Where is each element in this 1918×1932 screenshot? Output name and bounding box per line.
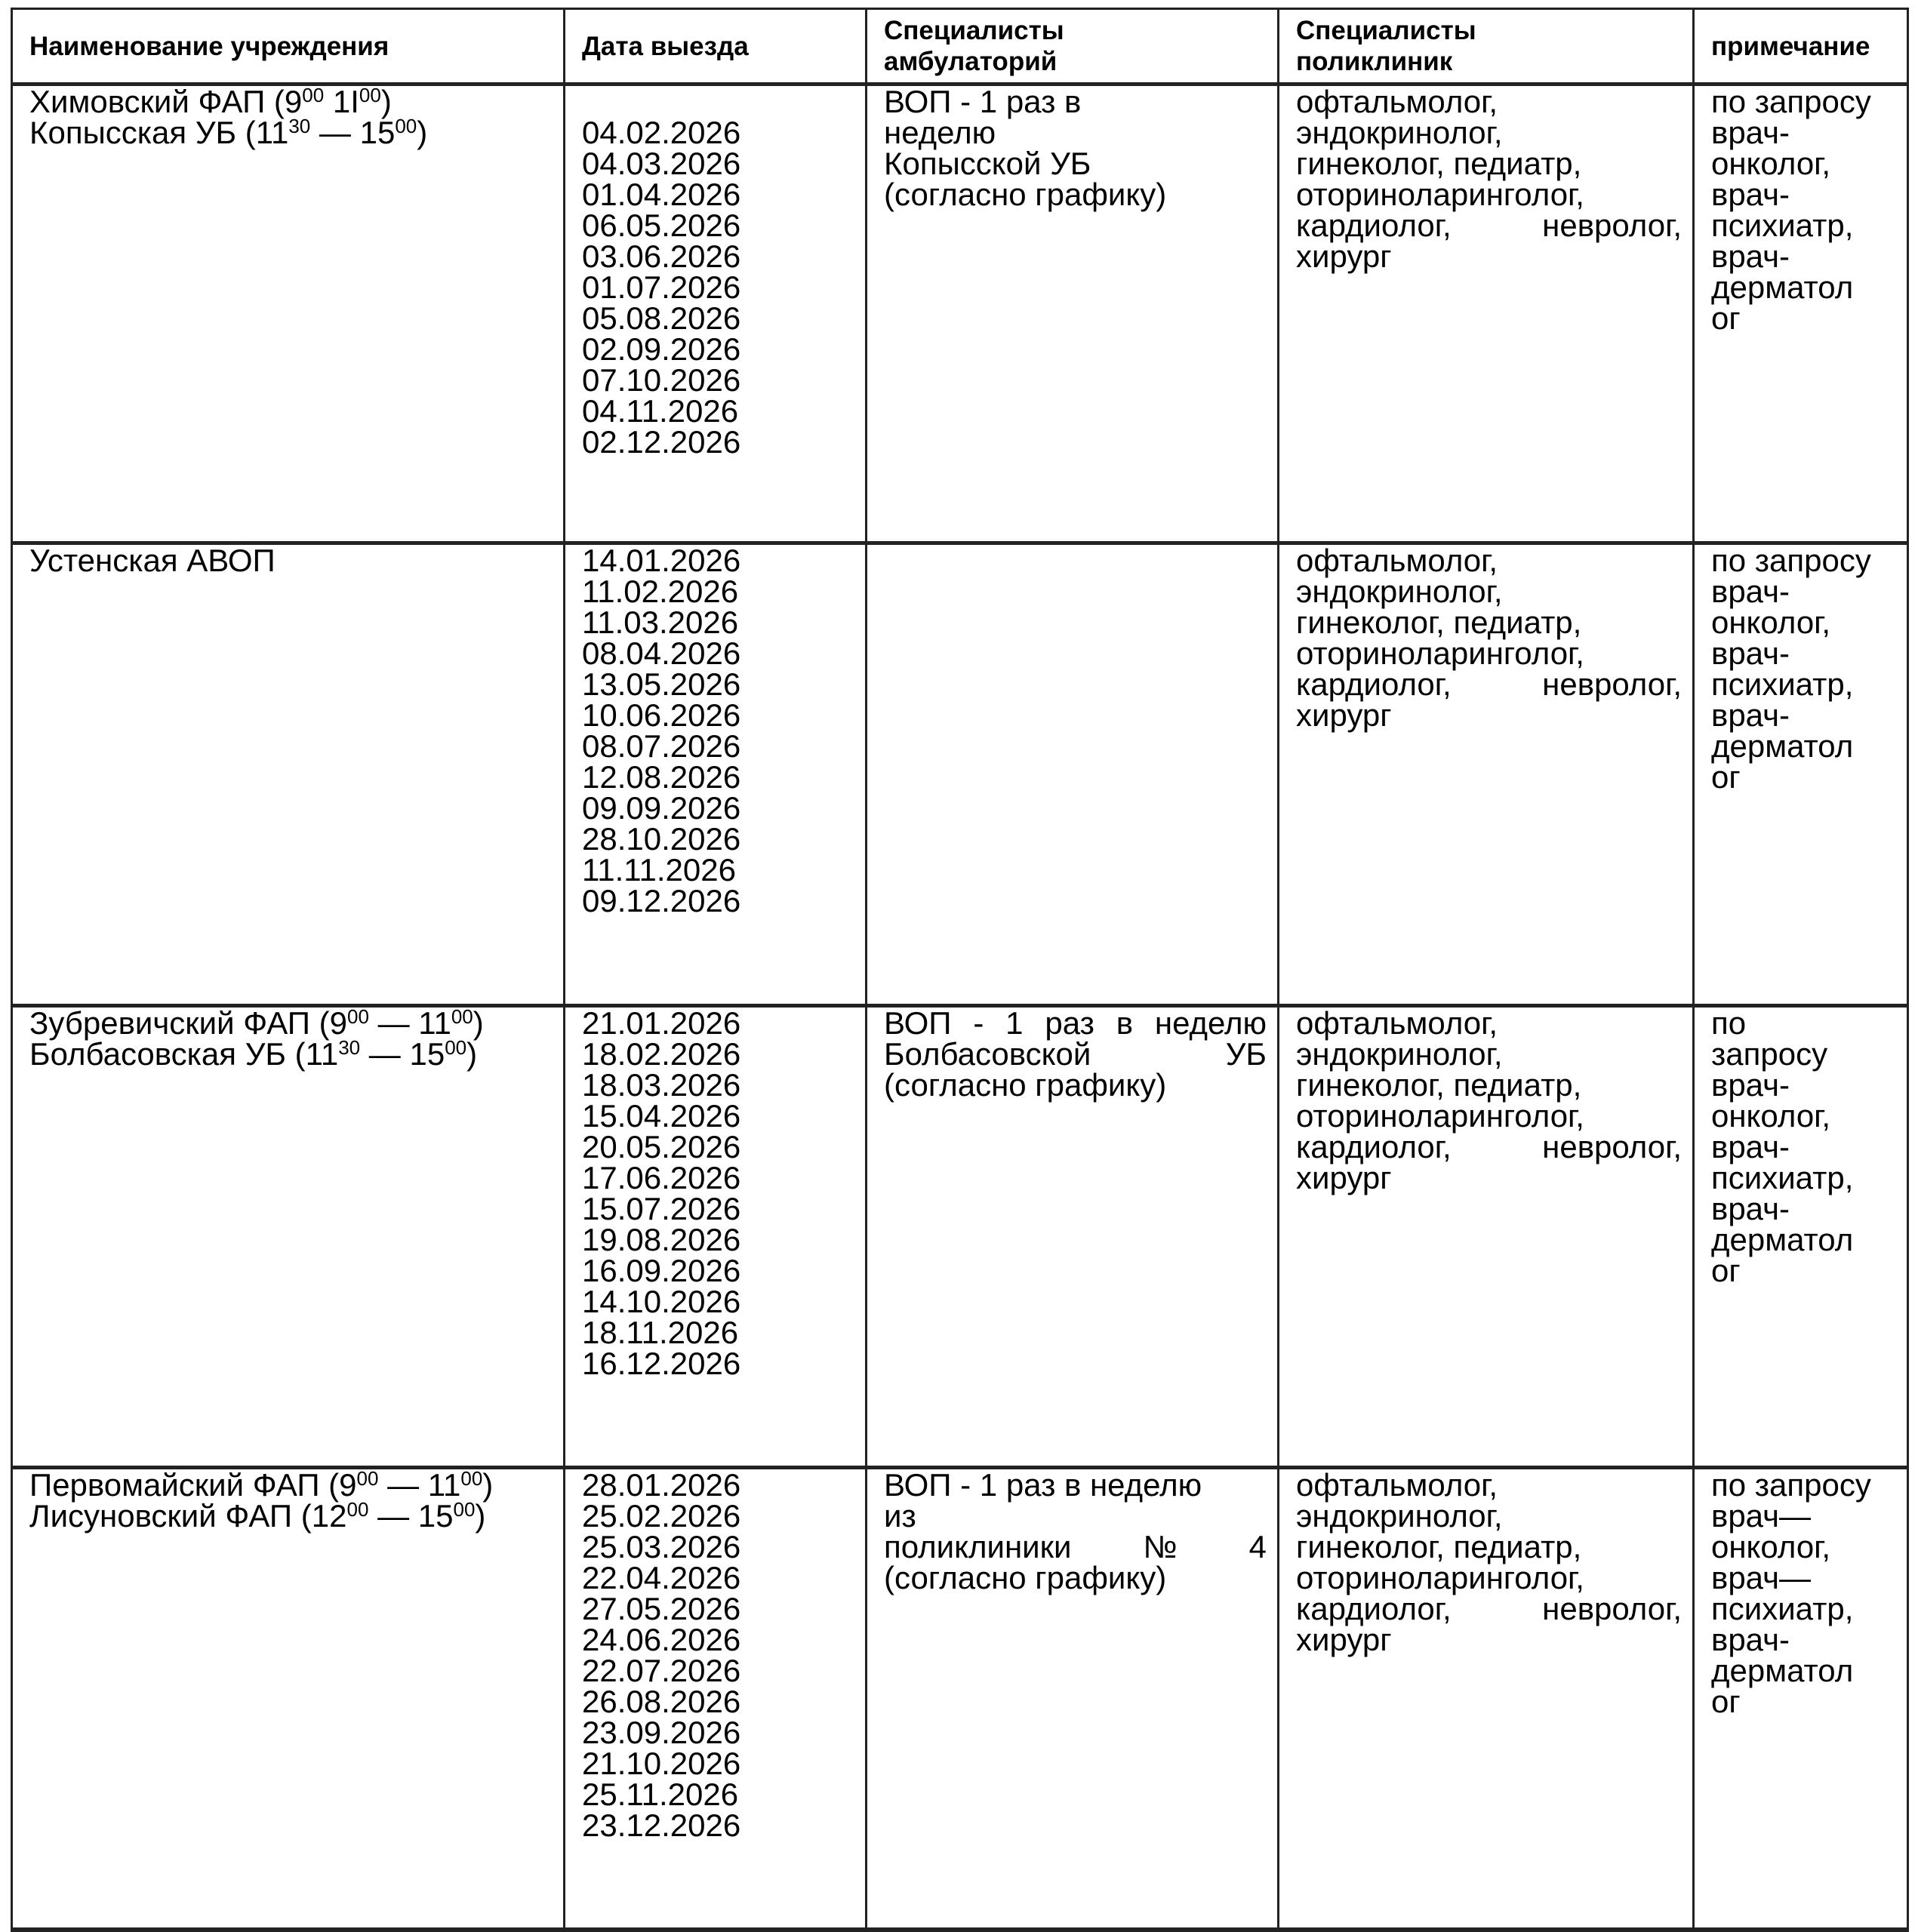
visit-date: 22.07.2026 (582, 1653, 741, 1688)
cell-line: врач- (1711, 177, 1790, 212)
schedule-table (11, 8, 1909, 1932)
header-polyclinic-specialists: Специалисты поликлиник (1279, 9, 1694, 85)
visit-date: 01.04.2026 (582, 177, 741, 212)
visit-date: 02.12.2026 (582, 424, 741, 460)
ambulatory-specialists-cell (867, 1468, 1279, 1930)
dates-cell (565, 85, 867, 543)
cell-line: гинеколог, педиатр, (1296, 146, 1582, 181)
institution-text: Лисуновский ФАП (12 (29, 1498, 347, 1534)
cell-line: врач- (1711, 697, 1790, 733)
institution-name (29, 1498, 553, 1534)
justified-line (884, 1531, 1267, 1562)
word: кардиолог, (1296, 1591, 1452, 1626)
institution-cell (12, 1006, 565, 1468)
justified-line (884, 1036, 1267, 1072)
cell-line: эндокринолог, (1296, 574, 1503, 609)
cell-line: офтальмолог, (1296, 1005, 1498, 1041)
institution-text: ) (380, 84, 392, 119)
institution-text: Первомайский ФАП (9 (29, 1467, 357, 1503)
visit-date: 09.12.2026 (582, 883, 741, 918)
institution-text: — 15 (360, 1036, 445, 1072)
cell-line: по запросу (1711, 84, 1871, 119)
note-cell (1694, 1468, 1908, 1930)
institution-text: ) (417, 115, 428, 150)
visit-date: 18.02.2026 (582, 1036, 741, 1072)
note-cell (1694, 1006, 1908, 1468)
cell-line: врач- (1711, 1129, 1790, 1164)
visit-date: 14.01.2026 (582, 543, 741, 578)
visit-date: 02.09.2026 (582, 331, 741, 367)
cell-line: (согласно графику) (884, 1560, 1167, 1595)
justified-line (1296, 1593, 1682, 1624)
header-row (12, 9, 1908, 85)
visit-date: 04.03.2026 (582, 146, 741, 181)
polyclinic-specialists-cell (1279, 1006, 1694, 1468)
word: кардиолог, (1296, 208, 1452, 243)
cell-line: психиатр, (1711, 1591, 1854, 1626)
visit-date: 13.05.2026 (582, 666, 741, 702)
visit-date: 09.09.2026 (582, 790, 741, 826)
institution-text: Зубревичский ФАП (9 (29, 1005, 347, 1041)
visit-date: 04.02.2026 (582, 115, 741, 150)
header-institution: Наименование учреждения (12, 9, 565, 85)
time-superscript: 00 (453, 1498, 476, 1521)
cell-line: хирург (1296, 238, 1392, 274)
word: Болбасовской (884, 1036, 1091, 1072)
polyclinic-specialists-cell (1279, 1468, 1694, 1930)
institution-name (29, 86, 553, 117)
visit-date: 12.08.2026 (582, 759, 741, 795)
visit-date: 25.11.2026 (582, 1777, 739, 1812)
word: невролог, (1542, 1591, 1682, 1626)
word: 4 (1248, 1529, 1267, 1564)
note-cell (1694, 85, 1908, 543)
institution-name (29, 1005, 553, 1041)
cell-line: врач- (1711, 635, 1790, 671)
institution-name (29, 545, 553, 576)
visit-date: 27.05.2026 (582, 1591, 741, 1626)
cell-line: дерматол (1711, 728, 1854, 764)
visit-date: 18.11.2026 (582, 1315, 739, 1350)
cell-line: врач- (1711, 238, 1790, 274)
cell-line: ог (1711, 1253, 1741, 1288)
cell-line: эндокринолог, (1296, 1036, 1503, 1072)
time-superscript: 00 (451, 1005, 473, 1028)
cell-line: онколог, (1711, 146, 1831, 181)
time-superscript: 30 (288, 115, 311, 137)
cell-line: оториноларинголог, (1296, 635, 1584, 671)
cell-line: дерматол (1711, 1222, 1854, 1257)
visit-date: 24.06.2026 (582, 1622, 741, 1657)
visit-date: 16.09.2026 (582, 1253, 741, 1288)
table-row (12, 1468, 1908, 1930)
visit-date: 08.07.2026 (582, 728, 741, 764)
cell-line: офтальмолог, (1296, 84, 1498, 119)
cell-line: (согласно графику) (884, 1067, 1167, 1103)
visit-date: 25.03.2026 (582, 1529, 741, 1564)
cell-line: гинеколог, педиатр, (1296, 1067, 1582, 1103)
cell-line: оториноларинголог, (1296, 1098, 1584, 1134)
cell-line: онколог, (1711, 605, 1831, 640)
visit-date: 11.11.2026 (582, 852, 736, 888)
word: кардиолог, (1296, 1129, 1452, 1164)
justified-line (1296, 1131, 1682, 1162)
cell-line: гинеколог, педиатр, (1296, 1529, 1582, 1564)
institution-text: — 15 (310, 115, 396, 150)
table-row (12, 85, 1908, 543)
header-note: примечание (1694, 9, 1908, 85)
cell-line: ВОП - 1 раз в неделю (884, 1467, 1202, 1503)
institution-text: — 15 (368, 1498, 454, 1534)
cell-line: ог (1711, 1684, 1741, 1719)
word: невролог, (1542, 666, 1682, 702)
cell-line: ог (1711, 759, 1741, 795)
time-superscript: 00 (302, 84, 325, 106)
visit-date: 16.12.2026 (582, 1346, 741, 1381)
visit-date: 22.04.2026 (582, 1560, 741, 1595)
cell-line: дерматол (1711, 1653, 1854, 1688)
institution-text: Химовский ФАП (9 (29, 84, 303, 119)
word: неделю (1154, 1005, 1267, 1041)
visit-date: 07.10.2026 (582, 362, 741, 398)
institution-cell (12, 1468, 565, 1930)
cell-line: врач— (1711, 1560, 1811, 1595)
time-superscript: 00 (359, 84, 381, 106)
time-superscript: 00 (395, 115, 417, 137)
institution-cell (12, 543, 565, 1006)
cell-line: онколог, (1711, 1529, 1831, 1564)
institution-text: — 11 (368, 1005, 451, 1041)
table-row (12, 1006, 1908, 1468)
visit-date: 15.04.2026 (582, 1098, 741, 1134)
visit-date: 28.10.2026 (582, 821, 741, 857)
visit-date: 26.08.2026 (582, 1684, 741, 1719)
cell-line: врач- (1711, 574, 1790, 609)
institution-text: Болбасовская УБ (11 (29, 1036, 339, 1072)
cell-line: психиатр, (1711, 208, 1854, 243)
word: невролог, (1542, 1129, 1682, 1164)
cell-line: онколог, (1711, 1098, 1831, 1134)
word: раз (1045, 1005, 1094, 1041)
cell-line: дерматол (1711, 269, 1854, 305)
word: - (973, 1005, 984, 1041)
visit-date: 23.09.2026 (582, 1715, 741, 1750)
word: кардиолог, (1296, 666, 1452, 702)
institution-text: ) (466, 1036, 478, 1072)
cell-line: из (884, 1498, 916, 1534)
cell-line: психиатр, (1711, 1160, 1854, 1195)
cell-line: ог (1711, 300, 1741, 336)
ambulatory-specialists-cell (867, 85, 1279, 543)
visit-date: 08.04.2026 (582, 635, 741, 671)
cell-line: офтальмолог, (1296, 543, 1498, 578)
visit-date: 19.08.2026 (582, 1222, 741, 1257)
cell-line: оториноларинголог, (1296, 1560, 1584, 1595)
cell-line: врач- (1711, 1622, 1790, 1657)
institution-text: — 11 (378, 1467, 461, 1503)
institution-name (29, 117, 553, 148)
time-superscript: 00 (460, 1467, 483, 1490)
visit-date: 06.05.2026 (582, 208, 741, 243)
cell-line: врач— (1711, 1498, 1811, 1534)
visit-date: 21.10.2026 (582, 1746, 741, 1781)
visit-date: 17.06.2026 (582, 1160, 741, 1195)
dates-cell (565, 1006, 867, 1468)
cell-line: офтальмолог, (1296, 1467, 1498, 1503)
word: поликлиники (884, 1529, 1072, 1564)
visit-date: 11.03.2026 (582, 605, 739, 640)
institution-text: Устенская АВОП (29, 543, 276, 578)
visit-date: 23.12.2026 (582, 1807, 741, 1843)
visit-date: 03.06.2026 (582, 238, 741, 274)
visit-date: 14.10.2026 (582, 1284, 741, 1319)
ambulatory-specialists-cell (867, 1006, 1279, 1468)
note-cell (1694, 543, 1908, 1006)
institution-text: ) (482, 1467, 494, 1503)
cell-line: хирург (1296, 1622, 1392, 1657)
institution-name (29, 1467, 553, 1503)
cell-line: по запросу (1711, 543, 1871, 578)
cell-line: врач- (1711, 1191, 1790, 1226)
visit-date: 05.08.2026 (582, 300, 741, 336)
cell-line: эндокринолог, (1296, 115, 1503, 150)
time-superscript: 00 (346, 1005, 369, 1028)
ambulatory-specialists-cell (867, 543, 1279, 1006)
word: в (1116, 1005, 1134, 1041)
cell-line: (согласно графику) (884, 177, 1167, 212)
cell-line: по (1711, 1005, 1747, 1041)
institution-text: 1І (324, 84, 359, 119)
cell-line: запросу (1711, 1036, 1828, 1072)
institution-text: ) (473, 1005, 484, 1041)
word: невролог, (1542, 208, 1682, 243)
header-date: Дата выезда (565, 9, 867, 85)
cell-line: по запросу (1711, 1467, 1871, 1503)
cell-line: ВОП - 1 раз в (884, 84, 1082, 119)
cell-line: врач- (1711, 1067, 1790, 1103)
word: ВОП (884, 1005, 952, 1041)
time-superscript: 30 (338, 1036, 361, 1059)
justified-line (1296, 210, 1682, 241)
cell-line: психиатр, (1711, 666, 1854, 702)
dates-cell (565, 1468, 867, 1930)
time-superscript: 00 (346, 1498, 369, 1521)
time-superscript: 00 (356, 1467, 379, 1490)
header-ambulatory-specialists: Специалисты амбулаторий (867, 9, 1279, 85)
institution-text: Копысская УБ (11 (29, 115, 289, 150)
cell-line: гинеколог, педиатр, (1296, 605, 1582, 640)
dates-cell (565, 543, 867, 1006)
visit-date: 01.07.2026 (582, 269, 741, 305)
visit-date: 21.01.2026 (582, 1005, 741, 1041)
visit-date: 25.02.2026 (582, 1498, 741, 1534)
visit-date: 28.01.2026 (582, 1467, 741, 1503)
cell-line: Копысской УБ (884, 146, 1091, 181)
cell-line: неделю (884, 115, 996, 150)
justified-line (1296, 666, 1682, 702)
institution-cell (12, 85, 565, 543)
word: УБ (1225, 1036, 1267, 1072)
time-superscript: 00 (445, 1036, 467, 1059)
word: № (1143, 1529, 1178, 1564)
table-row (12, 543, 1908, 1006)
institution-text: ) (475, 1498, 486, 1534)
polyclinic-specialists-cell (1279, 85, 1694, 543)
cell-line: эндокринолог, (1296, 1498, 1503, 1534)
cell-line: хирург (1296, 1160, 1392, 1195)
visit-date: 15.07.2026 (582, 1191, 741, 1226)
visit-date: 04.11.2026 (582, 393, 739, 429)
word: 1 (1005, 1005, 1024, 1041)
polyclinic-specialists-cell (1279, 543, 1694, 1006)
visit-date: 11.02.2026 (582, 574, 739, 609)
visit-date: 18.03.2026 (582, 1067, 741, 1103)
cell-line: хирург (1296, 697, 1392, 733)
justified-line (884, 1005, 1267, 1041)
institution-name (29, 1036, 553, 1072)
visit-date: 10.06.2026 (582, 697, 741, 733)
cell-line: оториноларинголог, (1296, 177, 1584, 212)
cell-line: врач- (1711, 115, 1790, 150)
visit-date: 20.05.2026 (582, 1129, 741, 1164)
